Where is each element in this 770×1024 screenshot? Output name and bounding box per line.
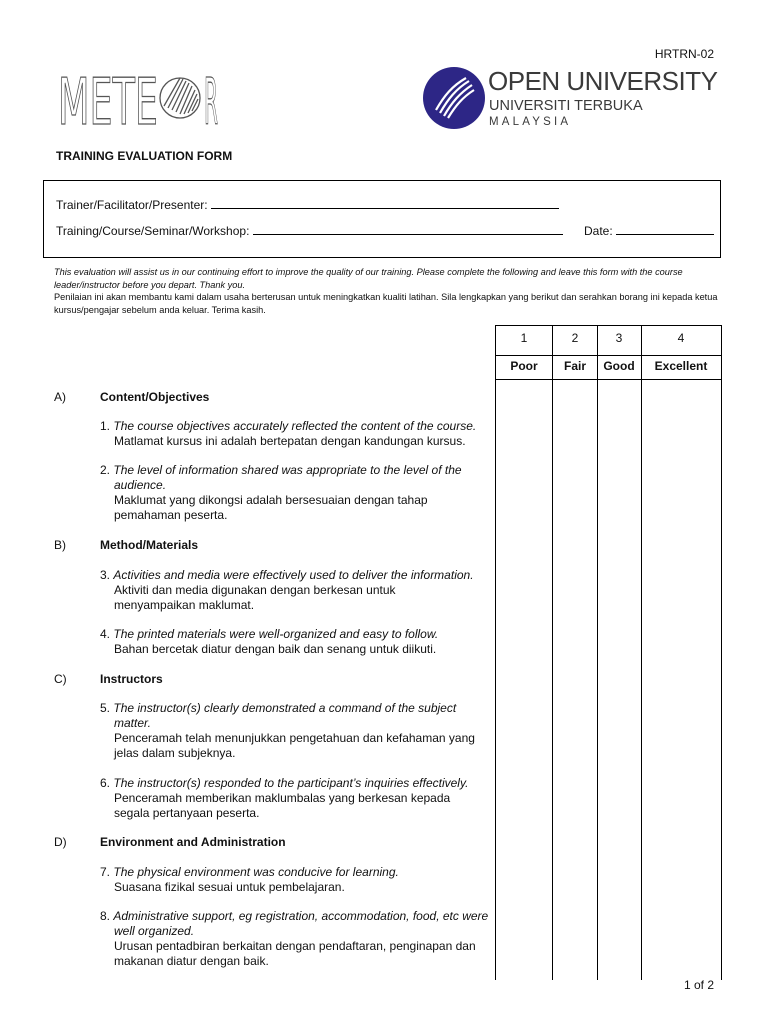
section-title-b: Method/Materials bbox=[100, 538, 199, 552]
question-english: The course objectives accurately reflected the content of the course. bbox=[113, 419, 477, 433]
date-input-line[interactable] bbox=[616, 223, 714, 235]
question-malay: Suasana fizikal sesuai untuk pembelajaran. bbox=[114, 880, 345, 894]
question-number: 4. bbox=[100, 627, 111, 641]
question-malay: Matlamat kursus ini adalah bertepatan dengan kandungan kursus. bbox=[114, 434, 466, 448]
meteor-logo-text-left: METE bbox=[58, 66, 158, 130]
question-number: 1. bbox=[100, 419, 111, 433]
meteor-logo-text-right: R bbox=[204, 66, 218, 130]
meteor-logo-full-text: METEOR bbox=[58, 64, 63, 65]
rating-label-fair: Fair bbox=[563, 359, 587, 373]
intro-text bbox=[54, 266, 724, 316]
question-english: The physical environment was conducive for learning. bbox=[113, 865, 399, 879]
section-letter-d: D) bbox=[54, 835, 67, 849]
rating-number-3: 3 bbox=[615, 331, 623, 345]
form-info-box bbox=[43, 180, 721, 258]
question-7 bbox=[100, 865, 500, 895]
university-name-ms: UNIVERSITI TERBUKA bbox=[489, 98, 643, 114]
question-malay: Bahan bercetak diatur dengan baik dan senang untuk diikuti. bbox=[114, 642, 437, 656]
training-field bbox=[56, 223, 563, 238]
trainer-input-line[interactable] bbox=[211, 197, 559, 209]
question-number: 6. bbox=[100, 776, 111, 790]
question-4 bbox=[100, 627, 500, 657]
question-number: 7. bbox=[100, 865, 111, 879]
training-input-line[interactable] bbox=[253, 223, 563, 235]
open-university-emblem-icon bbox=[422, 66, 486, 130]
question-6 bbox=[100, 776, 500, 821]
question-number: 5. bbox=[100, 701, 111, 715]
intro-malay: Penilaian ini akan membantu kami dalam usaha berterusan untuk meningkatkan kualiti latihan. Sila lengkapkan yang berikut dan serahkan borang ini kepada ketua kursus/pengajar sebelum anda keluar. Terima kasih. bbox=[54, 292, 718, 315]
question-english: The printed materials were well-organized and easy to follow. bbox=[113, 627, 439, 641]
question-number: 8. bbox=[100, 909, 111, 923]
trainer-field bbox=[56, 197, 559, 212]
rating-label-poor: Poor bbox=[510, 359, 538, 373]
question-number: 3. bbox=[100, 568, 111, 582]
rating-label-good: Good bbox=[603, 359, 635, 373]
question-malay: Aktiviti dan media digunakan dengan berkesan untuk menyampaikan maklumat. bbox=[114, 583, 396, 612]
rating-grid bbox=[495, 325, 723, 982]
question-8 bbox=[100, 909, 500, 969]
question-english: The instructor(s) clearly demonstrated a command of the subject matter. bbox=[113, 701, 457, 730]
rating-number-1: 1 bbox=[520, 331, 528, 345]
rating-number-4: 4 bbox=[677, 331, 685, 345]
question-malay: Maklumat yang dikongsi adalah bersesuaian dengan tahap pemahaman peserta. bbox=[114, 493, 428, 522]
intro-english: This evaluation will assist us in our continuing effort to improve the quality of our training. Please complete the following and leave this form with the course leader/instructor before you depart. Thank you. bbox=[54, 267, 683, 290]
question-english: The instructor(s) responded to the participant’s inquiries effectively. bbox=[113, 776, 469, 790]
question-number: 2. bbox=[100, 463, 111, 477]
section-letter-b: B) bbox=[54, 538, 66, 552]
question-2 bbox=[100, 463, 490, 523]
date-field bbox=[584, 223, 714, 238]
section-title-a: Content/Objectives bbox=[100, 390, 210, 404]
question-3 bbox=[100, 568, 500, 613]
training-label: Training/Course/Seminar/Workshop: bbox=[56, 224, 250, 238]
rating-label-excellent: Excellent bbox=[654, 359, 708, 373]
date-label: Date: bbox=[584, 224, 613, 238]
question-5 bbox=[100, 701, 496, 761]
section-title-d: Environment and Administration bbox=[100, 835, 286, 849]
question-malay: Penceramah memberikan maklumbalas yang berkesan kepada segala pertanyaan peserta. bbox=[114, 791, 451, 820]
question-malay: Penceramah telah menunjukkan pengetahuan dan kefahaman yang jelas dalam subjeknya. bbox=[114, 731, 475, 760]
university-name-en: OPEN UNIVERSITY bbox=[488, 66, 718, 96]
meteor-logo bbox=[58, 64, 218, 130]
rating-number-2: 2 bbox=[571, 331, 579, 345]
form-title: TRAINING EVALUATION FORM bbox=[56, 149, 233, 163]
question-english: The level of information shared was appropriate to the level of the audience. bbox=[113, 463, 462, 492]
question-english: Administrative support, eg registration, accommodation, food, etc were well organized. bbox=[113, 909, 489, 938]
section-letter-a: A) bbox=[54, 390, 66, 404]
question-english: Activities and media were effectively used to deliver the information. bbox=[113, 568, 474, 582]
page-number: 1 of 2 bbox=[683, 978, 714, 992]
university-country: MALAYSIA bbox=[489, 116, 572, 128]
meteor-logo-emblem bbox=[160, 78, 200, 118]
question-1 bbox=[100, 419, 500, 449]
trainer-label: Trainer/Facilitator/Presenter: bbox=[56, 198, 208, 212]
section-letter-c: C) bbox=[54, 672, 67, 686]
section-title-c: Instructors bbox=[100, 672, 163, 686]
question-malay: Urusan pentadbiran berkaitan dengan pendaftaran, penginapan dan makanan diatur dengan baik. bbox=[114, 939, 476, 968]
document-code: HRTRN-02 bbox=[654, 47, 714, 61]
